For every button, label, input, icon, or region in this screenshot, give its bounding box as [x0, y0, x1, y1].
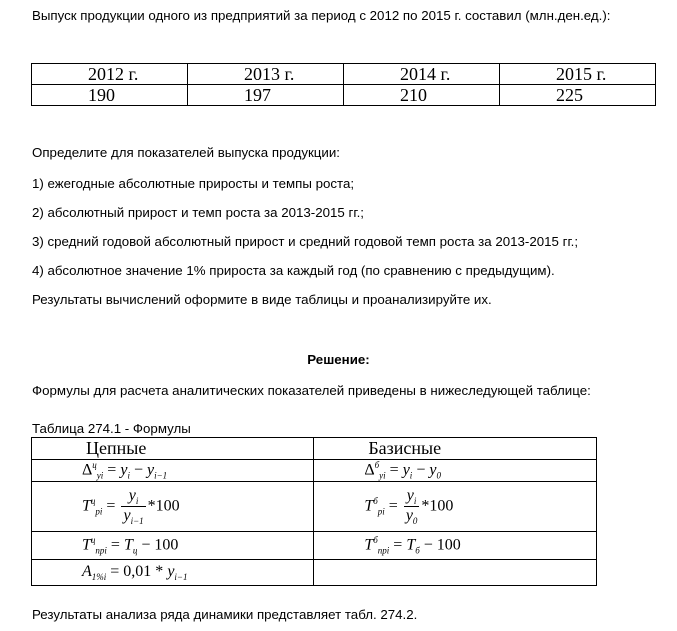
formula-chain-increase-rate: $T^ц_{npi} = T_ц - 100$ — [32, 532, 314, 560]
task-closing: Результаты вычислений оформите в виде таблицы и проанализируйте их. — [32, 292, 492, 307]
production-value: 225 — [500, 85, 656, 106]
table-row — [32, 560, 597, 586]
table-row — [32, 532, 597, 560]
task-item: 2) абсолютный прирост и темп роста за 2013-2015 гг.; — [32, 205, 364, 220]
year-header: 2012 г. — [32, 64, 188, 85]
formula-base-growth-rate: $T^б_{pi}$ = $\frac{y_i}{y_0}$ *100 — [314, 482, 597, 532]
formula-chain-abs-growth: $\Delta^ц_{yi} = y_i - y_{i-1}$ — [32, 460, 314, 482]
formula-base-increase-rate: $T^б_{npi} = T_б - 100$ — [314, 532, 597, 560]
formula-base-abs-growth: $\Delta^б_{yi} = y_i - y_0$ — [314, 460, 597, 482]
table-row — [32, 460, 597, 482]
formula-one-percent-value: $A_{1\%i} = 0,01 * y_{i-1}$ — [32, 560, 314, 586]
table-row — [32, 64, 656, 85]
year-header: 2015 г. — [500, 64, 656, 85]
column-header-chain: Цепные — [32, 438, 314, 460]
table-caption: Таблица 274.1 - Формулы — [32, 421, 191, 436]
production-value: 210 — [344, 85, 500, 106]
year-header: 2013 г. — [188, 64, 344, 85]
formula-chain-growth-rate: $T^ц_{pi}$ = $\frac{y_i}{y_{i-1}}$ *100 — [32, 482, 314, 532]
year-header: 2014 г. — [344, 64, 500, 85]
solution-lead: Формулы для расчета аналитических показателей приведены в нижеследующей таблице: — [32, 383, 591, 398]
intro-text: Выпуск продукции одного из предприятий за период с 2012 по 2015 г. составил (млн.ден.ед.): — [32, 8, 611, 23]
solution-footer: Результаты анализа ряда динамики представляет табл. 274.2. — [32, 607, 418, 622]
production-value: 190 — [32, 85, 188, 106]
table-row — [32, 482, 597, 532]
solution-heading: Решение: — [307, 352, 370, 367]
task-item: 4) абсолютное значение 1% прироста за каждый год (по сравнению с предыдущим). — [32, 263, 555, 278]
table-row — [32, 438, 597, 460]
table-row — [32, 85, 656, 106]
empty-cell — [314, 560, 597, 586]
task-item: 3) средний годовой абсолютный прирост и средний годовой темп роста за 2013-2015 гг.; — [32, 234, 579, 249]
task-item: 1) ежегодные абсолютные приросты и темпы роста; — [32, 176, 355, 191]
task-lead: Определите для показателей выпуска продукции: — [32, 145, 340, 160]
production-table — [31, 63, 656, 106]
column-header-base: Базисные — [314, 438, 597, 460]
formulas-table — [31, 437, 597, 586]
production-value: 197 — [188, 85, 344, 106]
